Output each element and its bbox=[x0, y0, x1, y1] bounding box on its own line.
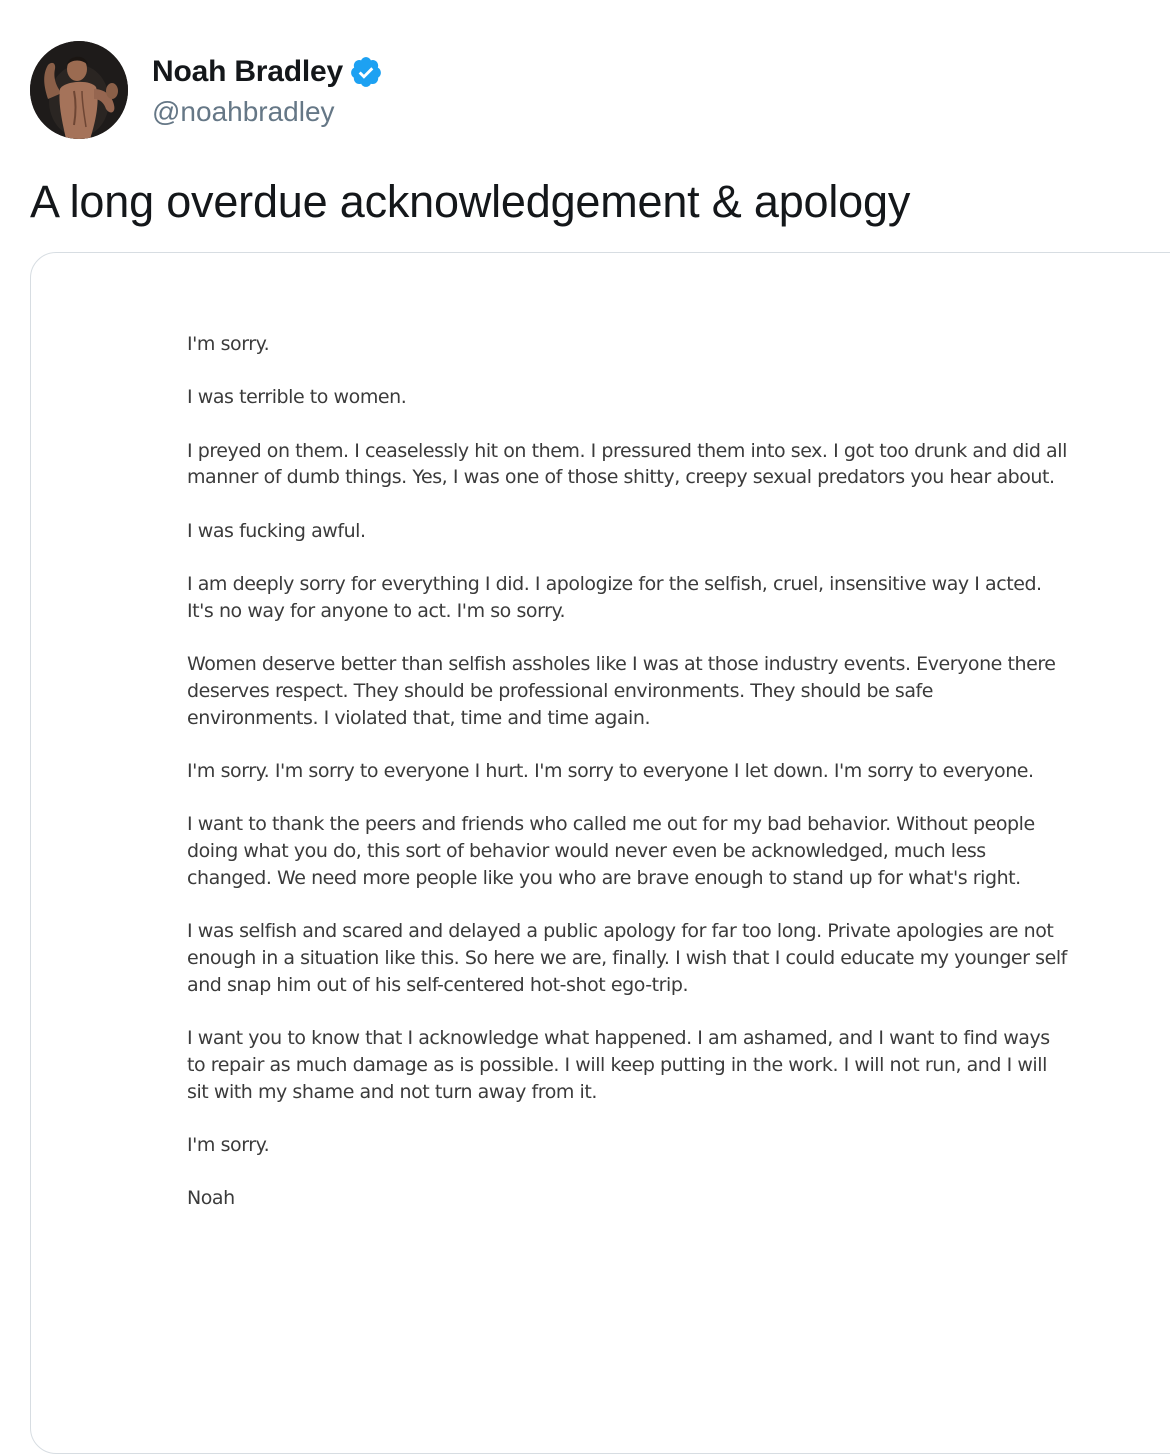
author-handle[interactable]: @noahbradley bbox=[152, 96, 335, 127]
letter-paragraph: I'm sorry. I'm sorry to everyone I hurt. I'm sorry to everyone I let down. I'm sorry to everyone. bbox=[187, 759, 1034, 782]
letter-paragraph: Women deserve better than selfish assholes like I was at those industry events. Everyone there deserves respect. They should be professional environments. They should be safe environments. I violated that, time and time again. bbox=[187, 653, 1056, 729]
letter-paragraph: I want to thank the peers and friends who called me out for my bad behavior. Without people doing what you do, this sort of behavior would never even be acknowledged, much less changed. We need more people like you who are brave enough to stand up for what's right. bbox=[187, 813, 1035, 889]
attached-image-card[interactable] bbox=[30, 252, 1170, 1454]
avatar-photo-icon bbox=[30, 41, 128, 139]
letter-paragraph: I am deeply sorry for everything I did. I apologize for the selfish, cruel, insensitive way I acted. It's no way for anyone to act. I'm so sorry. bbox=[187, 572, 1042, 622]
author-identity bbox=[152, 52, 383, 128]
tweet-header bbox=[30, 40, 383, 140]
letter-paragraph: I was selfish and scared and delayed a public apology for far too long. Private apologies are not enough in a situation like this. So here we are, finally. I wish that I could educate my younger self and snap him out of his self-centered hot-shot ego-trip. bbox=[187, 920, 1067, 996]
letter-paragraph: I want you to know that I acknowledge what happened. I am ashamed, and I want to find ways to repair as much damage as is possible. I will keep putting in the work. I will not run, and I will sit with my shame and not turn away from it. bbox=[187, 1027, 1050, 1103]
letter-paragraph: I preyed on them. I ceaselessly hit on them. I pressured them into sex. I got too drunk and did all manner of dumb things. Yes, I was one of those shitty, creepy sexual predators you hear about. bbox=[187, 439, 1067, 489]
apology-letter bbox=[187, 331, 1067, 1239]
letter-paragraph: I was fucking awful. bbox=[187, 519, 366, 542]
verified-badge-icon bbox=[349, 55, 383, 89]
avatar[interactable] bbox=[30, 41, 128, 139]
letter-paragraph: I was terrible to women. bbox=[187, 386, 407, 409]
name-row bbox=[152, 52, 383, 92]
letter-paragraph: I'm sorry. bbox=[187, 1133, 270, 1156]
letter-paragraph: I'm sorry. bbox=[187, 333, 270, 355]
letter-signature: Noah bbox=[187, 1187, 235, 1210]
tweet-text: A long overdue acknowledgement & apology bbox=[30, 176, 911, 227]
author-display-name[interactable]: Noah Bradley bbox=[152, 55, 343, 88]
